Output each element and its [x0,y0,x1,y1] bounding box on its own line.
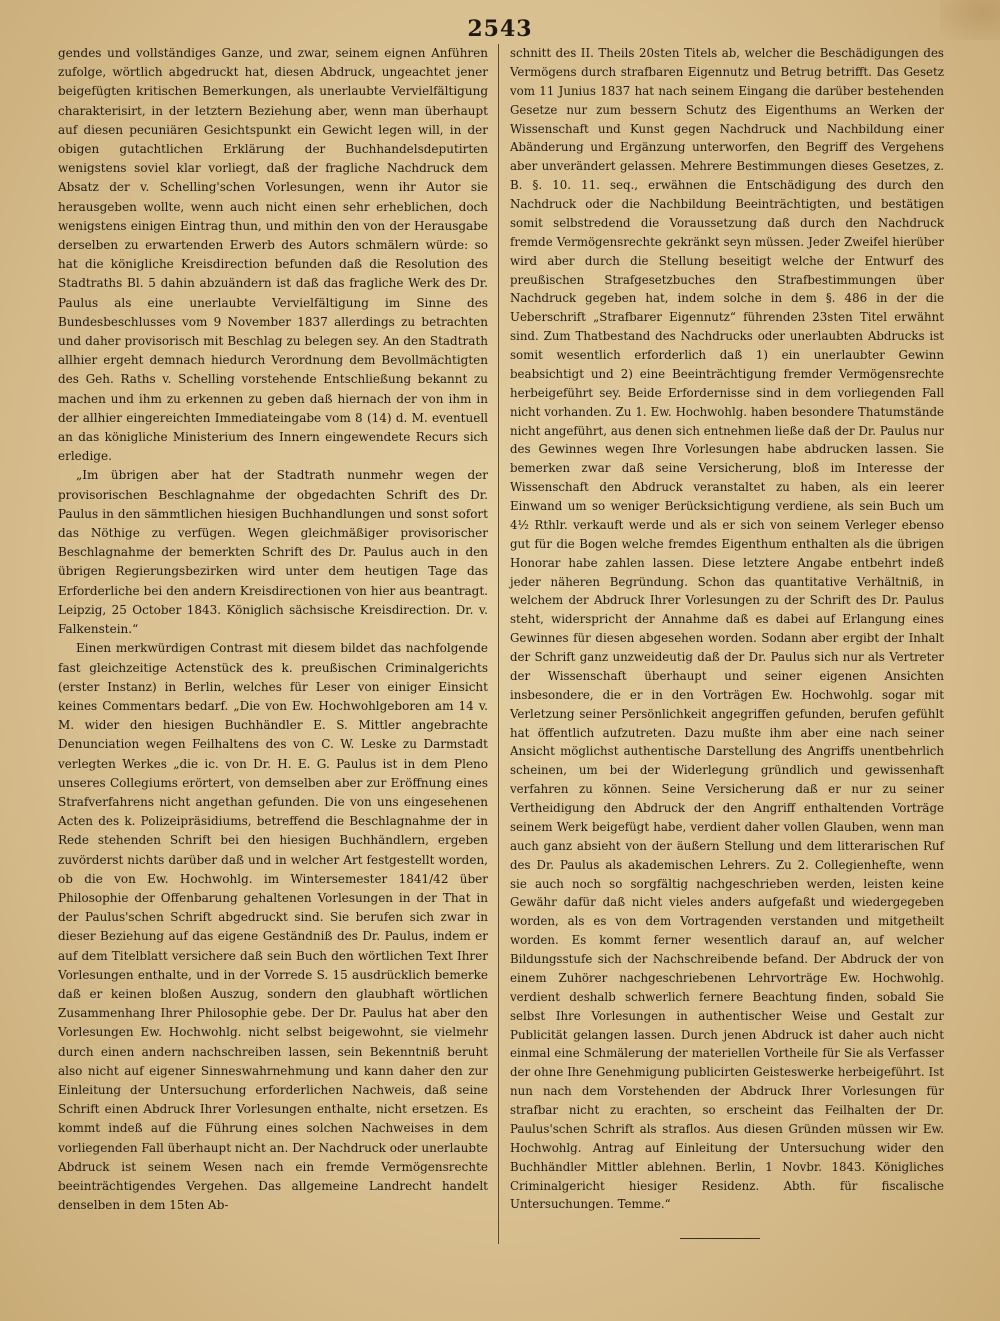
right-column [510,44,944,1214]
left-paragraph-2: „Im übrigen aber hat der Stadtrath nunmehr wegen der provisorischen Beschlagnahme der obgedachten Schrift des Dr. Paulus in den sämmtlichen hiesigen Buchhandlungen und sonst sofort das Nöthige zu verfügen. Wegen gleichmäßiger provisorischer Beschlagnahme der bemerkten Schrift des Dr. Paulus auch in den übrigen Regierungsbezirken wird unter dem heutigen Tage das Erforderliche bei den andern Kreisdirectionen von hier aus beantragt. Leipzig, 25 October 1843. Königlich sächsische Kreisdirection. Dr. v. Falkenstein.“ [58,468,488,637]
page-number: 2543 [467,16,533,42]
column-divider [498,44,499,1244]
left-paragraph-3: Einen merkwürdigen Contrast mit diesem bildet das nachfolgende fast gleichzeitige Actenstück des k. preußischen Criminalgerichts (erster Instanz) in Berlin, welches für Leser von einiger Einsicht keines Commentars bedarf. „Die von Ew. Hochwohlgeboren am 14 v. M. wider den hiesigen Buchhändler E. S. Mittler angebrachte Denunciation wegen Feilhaltens des von C. W. Leske zu Darmstadt verlegten Werkes „die ic. von Dr. H. E. G. Paulus ist in dem Pleno unseres Collegiums erörtert, von demselben aber zur Eröffnung eines Strafverfahrens nicht angethan gefunden. Die von uns eingesehenen Acten des k. Polizeipräsidiums, betreffend die Beschlagnahme der in Rede stehenden Schrift bei den hiesigen Buchhändlern, ergeben zuvörderst nichts darüber daß und in welcher Art festgestellt worden, ob die von Ew. Hochwohlg. im Wintersemester 1841/42 über Philosophie der Offenbarung gehaltenen Vorlesungen in der That in der Paulus'schen Schrift abgedruckt sind. Sie berufen sich zwar in dieser Beziehung auf das eigene Geständniß des Dr. Paulus, indem er auf dem Titelblatt versichere daß sein Buch den wörtlichen Text Ihrer Vorlesungen enthalte, und in der Vorrede S. 15 ausdrücklich bemerke daß er keinen bloßen Auszug, sondern den glaubhaft wörtlichen Zusammenhang Ihrer Philosophie gebe. Der Dr. Paulus hat aber den Vorlesungen Ew. Hochwohlg. nicht selbst beigewohnt, sie vielmehr durch einen andern nachschreiben lassen, sein Bekenntniß beruht also nicht auf eigener Sinneswahrnehmung und kann daher den zur Einleitung der Untersuchung erforderlichen Nachweis, daß seine Schrift einen Abdruck Ihrer Vorlesungen enthalte, nicht ersetzen. Es kommt indeß auf die Führung eines solchen Nachweises in dem vorliegenden Fall überhaupt nicht an. Der Nachdruck oder unerlaubte Abdruck ist seinem Wesen nach ein fremde Vermögensrechte beeinträchtigendes Vergehen. Das allgemeine Landrecht handelt denselben in dem 15ten Ab- [58,641,488,1213]
end-rule [680,1238,760,1239]
right-paragraph-1: schnitt des II. Theils 20sten Titels ab, welcher die Beschädigungen des Vermögens durch strafbaren Eigennutz und Betrug betrifft. Das Gesetz vom 11 Junius 1837 hat nach seinem Eingang die darüber bestehenden Gesetze nur zum bessern Schutz des Eigenthums an Werken der Wissenschaft und Kunst gegen Nachdruck und Nachbildung einer Abänderung und Ergänzung unterworfen, den Begriff des Vergehens aber unverändert gelassen. Mehrere Bestimmungen dieses Gesetzes, z. B. §. 10. 11. seq., erwähnen die Entschädigung des durch den Nachdruck oder die Nachbildung Beeinträchtigten, und bestätigen somit selbstredend die Voraussetzung daß durch den Nachdruck fremde Vermögensrechte gekränkt seyn müssen. Jeder Zweifel hierüber wird aber durch die Stellung beseitigt welche der Entwurf des preußischen Strafgesetzbuches den Strafbestimmungen über Nachdruck gegeben hat, indem solche in dem §. 486 in der die Ueberschrift „Strafbarer Eigennutz“ führenden 23sten Titel erwähnt sind. Zum Thatbestand des Nachdrucks oder unerlaubten Abdrucks ist somit wesentlich erforderlich daß 1) ein unerlaubter Gewinn beabsichtigt und 2) eine Beeinträchtigung fremder Vermögensrechte herbeigeführt sey. Beide Erfordernisse sind in dem vorliegenden Fall nicht vorhanden. Zu 1. Ew. Hochwohlg. haben besondere Thatumstände nicht angeführt, aus denen sich entnehmen ließe daß der Dr. Paulus nur des Gewinnes wegen Ihre Vorlesungen habe abdrucken lassen. Sie bemerken zwar daß seine Versicherung, bloß im Interesse der Wissenschaft den Abdruck veranstaltet zu haben, als ein leerer Einwand um so weniger Berücksichtigung verdiene, als sein Buch um 4½ Rthlr. verkauft werde und als er sich von seinem Verleger ebenso gut für die Bogen welche fremdes Eigenthum enthalten als die übrigen Honorar habe zahlen lassen. Diese letztere Angabe entbehrt indeß jeder näheren Begründung. Schon das quantitative Verhältniß, in welchem der Abdruck Ihrer Vorlesungen zu der Schrift des Dr. Paulus steht, widerspricht der Annahme daß es dabei auf Erlangung eines Gewinnes für diesen abgesehen worden. Sodann aber ergibt der Inhalt der Schrift ganz unzweideutig daß der Dr. Paulus sich nur als Vertreter der Wissenschaft überhaupt und seiner eigenen Ansichten insbesondere, die er in den Vorträgen Ew. Hochwohlg. sogar mit Verletzung seiner Persönlichkeit angegriffen gefunden, berufen gefühlt hat öffentlich aufzutreten. Dazu mußte ihm aber eine nach seiner Ansicht möglichst authentische Darstellung des Angriffs unentbehrlich scheinen, um bei der Widerlegung gründlich und gewissenhaft verfahren zu können. Seine Versicherung daß er nur zu seiner Vertheidigung den Abdruck der den Angriff enthaltenden Vorträge seinem Werk beigefügt habe, verdient daher vollen Glauben, wenn man auch ganz absieht von der äußern Stellung und dem litterarischen Ruf des Dr. Paulus als akademischen Lehrers. Zu 2. Collegienhefte, wenn sie auch noch so sorgfältig nachgeschrieben werden, leisten keine Gewähr dafür daß nicht vieles anders aufgefaßt und wiedergegeben worden, als es von dem Vortragenden verstanden und mitgetheilt worden. Es kommt ferner wesentlich darauf an, auf welcher Bildungsstufe sich der Nachschreibende befand. Der Abdruck der von einem Zuhörer nachgeschriebenen Lehrvorträge Ew. Hochwohlg. verdient deshalb schwerlich fernere Beachtung finden, sobald Sie selbst Ihre Vorlesungen in authentischer Weise und Gestalt zur Publicität gelangen lassen. Durch jenen Abdruck ist daher auch nicht einmal eine Schmälerung der materiellen Vortheile für Sie als Verfasser der ohne Ihre Genehmigung publicirten Geisteswerke herbeigeführt. Ist nun nach dem Vorstehenden der Abdruck Ihrer Vorlesungen für strafbar nicht zu erachten, so erscheint das Feilhalten der Dr. Paulus'schen Schrift als straflos. Aus diesen Gründen müssen wir Ew. Hochwohlg. Antrag auf Einleitung der Untersuchung wider den Buchhändler Mittler ablehnen. Berlin, 1 Novbr. 1843. Königliches Criminalgericht hiesiger Residenz. Abth. für fiscalische Untersuchungen. Temme.“ [510,46,944,1212]
left-paragraph-1: gendes und vollständiges Ganze, und zwar, seinem eignen Anführen zufolge, wörtlich abgedruckt hat, diesen Abdruck, ungeachtet jener beigefügten kritischen Bemerkungen, als unerlaubte Vervielfältigung charakterisirt, in der letztern Beziehung aber, wenn man überhaupt auf diesen pecuniären Gesichtspunkt ein Gewicht legen will, in der obigen gutachtlichen Erklärung der Buchhandelsdeputirten wenigstens soviel klar vorliegt, daß der fragliche Nachdruck dem Absatz der v. Schelling'schen Vorlesungen, wenn ihr Autor sie herausgeben wollte, wenn auch nicht einen sehr erheblichen, doch wenigstens einigen Eintrag thun, und mithin den von der Herausgabe derselben zu erwartenden Erwerb des Autors schmälern würde: so hat die königliche Kreisdirection befunden daß die Resolution des Stadtraths Bl. 5 dahin abzuändern ist daß das fragliche Werk des Dr. Paulus als eine unerlaubte Vervielfältigung im Sinne des Bundesbeschlusses vom 9 November 1837 allerdings zu betrachten und daher provisorisch mit Beschlag zu belegen sey. An den Stadtrath allhier ergeht demnach hiedurch Verordnung dem Bevollmächtigten des Geh. Raths v. Schelling vorstehende Entschließung bekannt zu machen und ihm zu erkennen zu geben daß hiernach der von ihm in der allhier eingereichten Immediateingabe vom 8 (14) d. M. eventuell an das königliche Ministerium des Innern eingewendete Recurs sich erledige. [58,46,488,464]
left-column [58,44,488,1215]
